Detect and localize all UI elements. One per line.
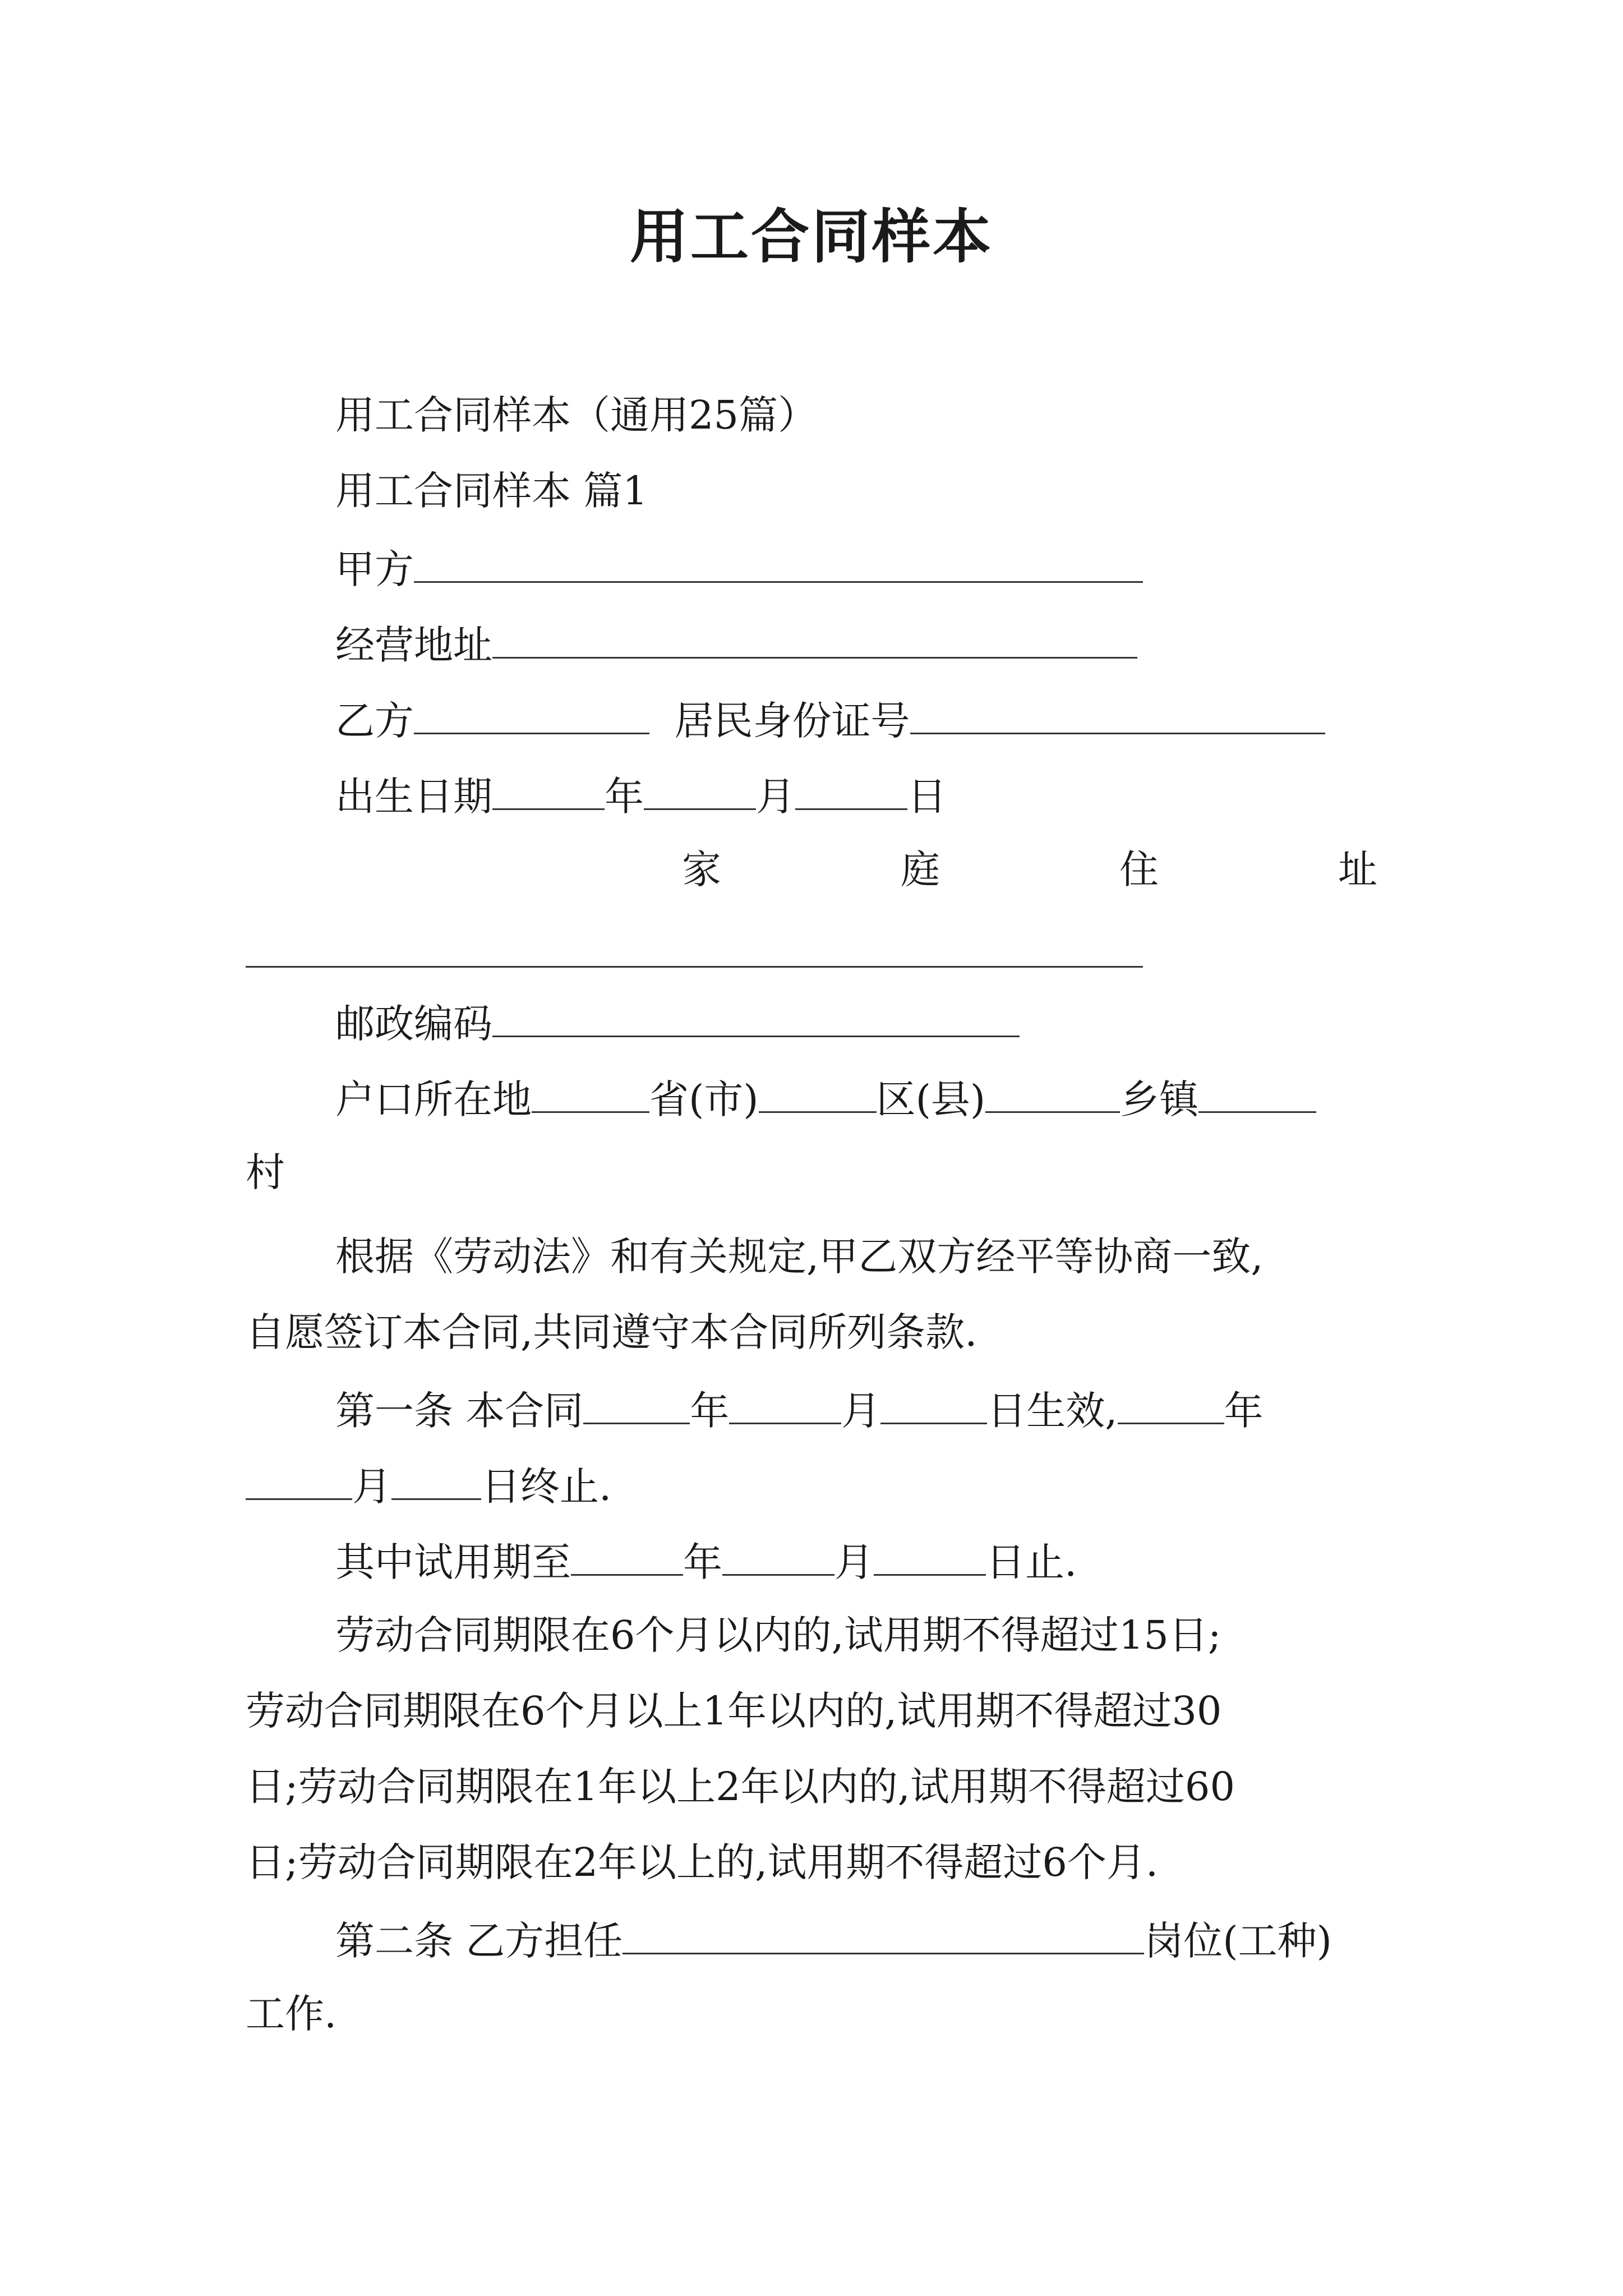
start-year-blank[interactable]: [583, 1380, 690, 1424]
probation-year-blank[interactable]: [571, 1531, 683, 1576]
hukou-label: 户口所在地: [335, 1076, 532, 1122]
birth-year-blank[interactable]: [492, 766, 605, 810]
document-title: 用工合同样本: [629, 203, 993, 271]
party-a-line: [335, 539, 1143, 597]
intro-line-2: 自愿签订本合同,共同遵守本合同所列条款.: [246, 1309, 978, 1355]
day-label: 日: [907, 774, 947, 820]
district-blank[interactable]: [759, 1069, 877, 1113]
village-blank[interactable]: [1198, 1069, 1316, 1113]
id-number-blank[interactable]: [910, 690, 1325, 734]
hukou-line: [335, 1069, 1316, 1128]
article2-line: [335, 1910, 1332, 1969]
probation-rule-line-1: 劳动合同期限在6个月以内的,试用期不得超过15日;: [335, 1612, 1221, 1658]
month-label: 月: [834, 1539, 874, 1585]
home-address-blank[interactable]: [246, 966, 1143, 968]
end-year-blank[interactable]: [1118, 1380, 1224, 1424]
year-label: 年: [1224, 1388, 1264, 1434]
start-month-blank[interactable]: [729, 1380, 841, 1424]
probation-day-blank[interactable]: [874, 1531, 986, 1576]
month-label: 月: [841, 1388, 881, 1434]
year-label: 年: [683, 1539, 722, 1585]
article1-line: [335, 1380, 1264, 1439]
party-a-label: 甲方: [335, 546, 414, 592]
article1-continued-line: [246, 1456, 611, 1515]
year-label: 年: [605, 774, 644, 820]
home-address-char: 址: [1338, 846, 1377, 892]
subtitle: 用工合同样本（通用25篇）: [335, 392, 818, 438]
probation-label: 其中试用期至: [335, 1539, 571, 1585]
birth-day-blank[interactable]: [795, 766, 907, 810]
party-b-blank[interactable]: [414, 690, 649, 734]
birth-month-blank[interactable]: [644, 766, 756, 810]
position-blank[interactable]: [623, 1910, 1144, 1954]
end-day-blank[interactable]: [391, 1456, 481, 1500]
terminate-label: 日终止.: [481, 1464, 612, 1510]
article2-label: 第二条 乙方担任: [335, 1918, 623, 1964]
province-blank[interactable]: [532, 1069, 649, 1113]
month-label: 月: [352, 1464, 391, 1510]
home-address-char: 住: [1119, 846, 1159, 892]
business-address-blank[interactable]: [492, 614, 1137, 659]
business-address-label: 经营地址: [335, 622, 492, 668]
start-day-blank[interactable]: [880, 1380, 987, 1424]
town-label: 乡镇: [1120, 1076, 1199, 1122]
probation-month-blank[interactable]: [722, 1531, 834, 1576]
probation-rule-line-2: 劳动合同期限在6个月以上1年以内的,试用期不得超过30: [246, 1688, 1222, 1734]
province-label: 省(市): [649, 1076, 759, 1122]
probation-end-label: 日止.: [986, 1539, 1077, 1585]
home-address-line: [682, 841, 1377, 898]
town-blank[interactable]: [985, 1069, 1120, 1113]
home-address-char: 庭: [901, 846, 940, 892]
position-label: 岗位(工种): [1144, 1918, 1332, 1964]
party-b-label: 乙方: [335, 698, 414, 744]
postal-code-blank[interactable]: [492, 993, 1020, 1037]
district-label: 区(县): [876, 1076, 986, 1122]
intro-line-1: 根据《劳动法》和有关规定,甲乙双方经平等协商一致,: [335, 1234, 1264, 1280]
month-label: 月: [756, 774, 795, 820]
postal-code-line: [335, 993, 1020, 1052]
birth-date-label: 出生日期: [335, 774, 492, 820]
end-month-blank[interactable]: [246, 1456, 352, 1500]
postal-code-label: 邮政编码: [335, 1001, 492, 1047]
work-label: 工作.: [246, 1991, 337, 2037]
probation-rule-line-3: 日;劳动合同期限在1年以上2年以内的,试用期不得超过60: [246, 1764, 1235, 1810]
probation-rule-line-4: 日;劳动合同期限在2年以上的,试用期不得超过6个月.: [246, 1839, 1159, 1885]
home-address-char: 家: [682, 846, 721, 892]
year-label: 年: [690, 1388, 730, 1434]
section-heading: 用工合同样本 篇1: [335, 468, 648, 514]
effective-label: 日生效,: [987, 1388, 1118, 1434]
party-b-line: [335, 690, 1325, 749]
village-label: 村: [246, 1149, 285, 1195]
article1-label: 第一条 本合同: [335, 1388, 584, 1434]
birth-date-line: [335, 766, 947, 825]
probation-line: [335, 1531, 1077, 1590]
business-address-line: [335, 614, 1137, 673]
party-a-blank[interactable]: [414, 539, 1143, 583]
id-number-label: 居民身份证号: [674, 698, 910, 744]
